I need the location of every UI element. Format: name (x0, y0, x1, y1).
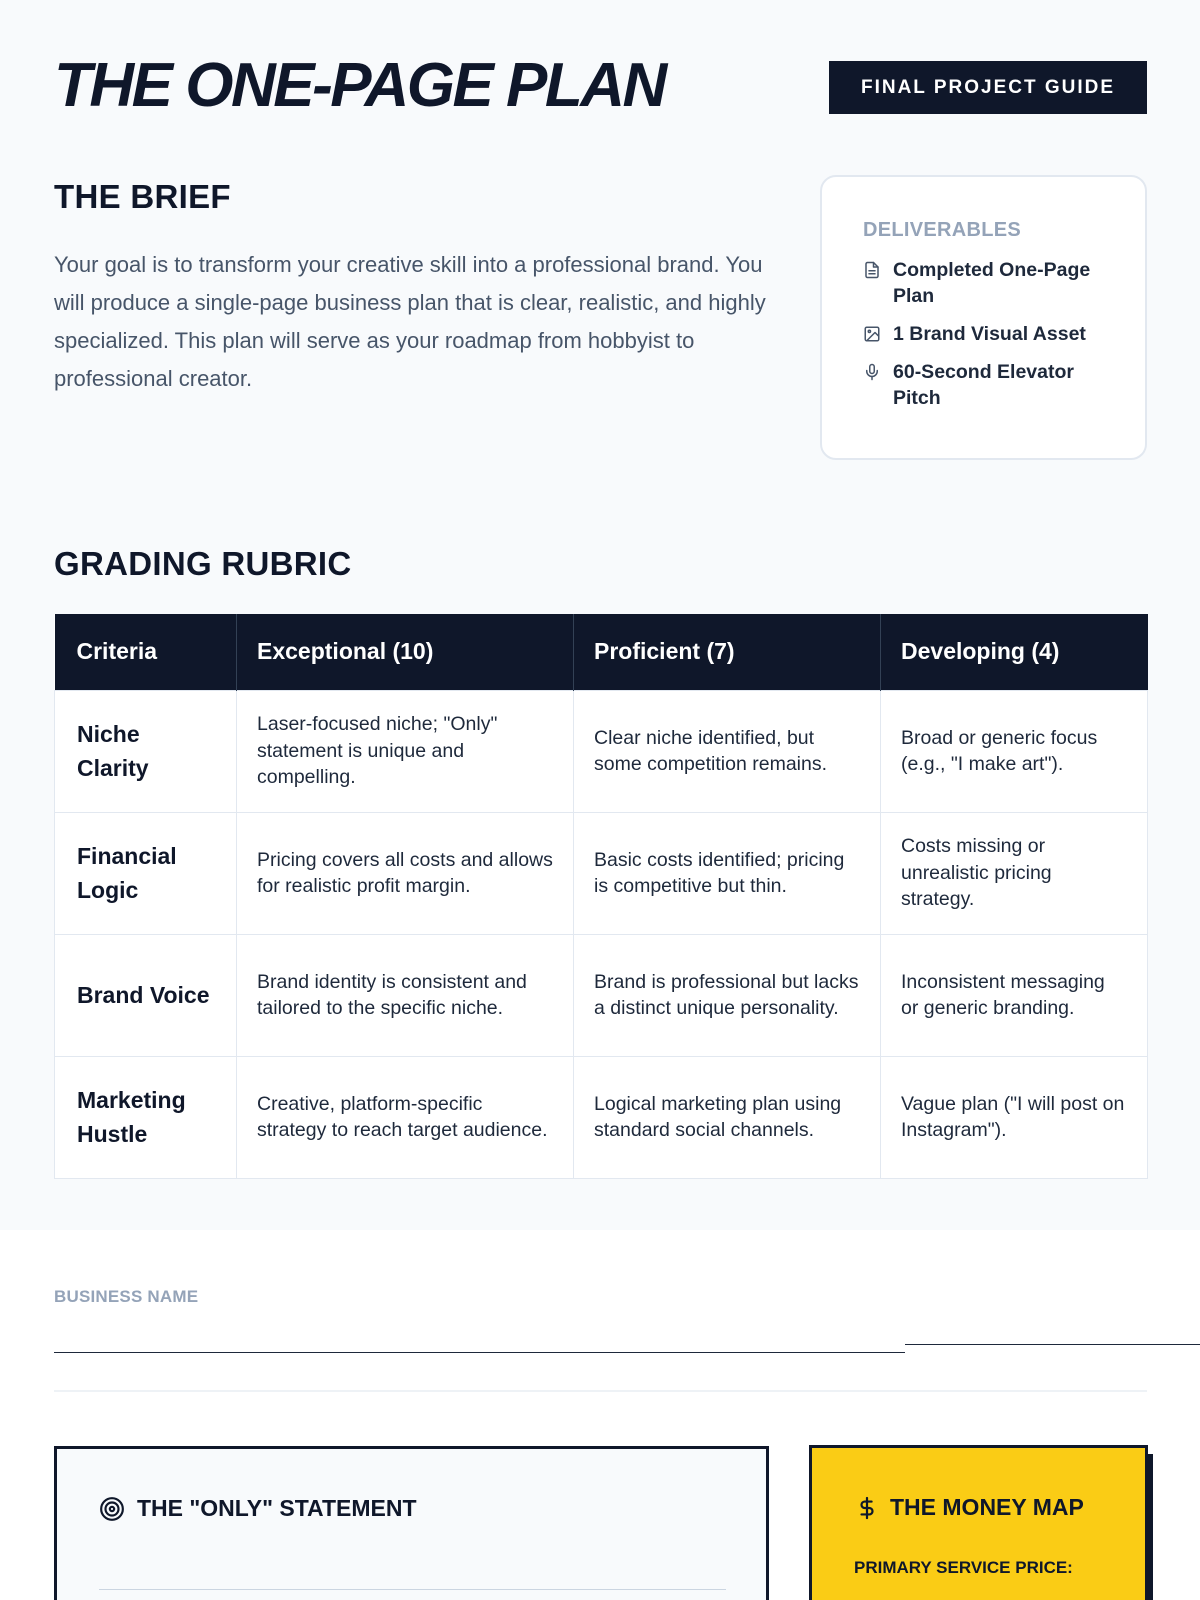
column-header: Developing (4) (881, 614, 1148, 690)
dollar-icon (856, 1495, 878, 1521)
deliverable-item (863, 257, 1115, 309)
brief-body: Your goal is to transform your creative skill into a professional brand. You will produce a single-page business plan that is clear, realistic, and highly specialized. This plan will serve as your roadmap from hobbyist to professional creator. (54, 252, 766, 391)
deliverable-label: 60-Second Elevator Pitch (893, 361, 1074, 409)
exceptional-cell: Laser-focused niche; "Only" statement is unique and compelling. (237, 690, 574, 812)
deliverables-heading: DELIVERABLES (863, 219, 1022, 241)
proficient-cell: Brand is professional but lacks a distinct unique personality. (574, 934, 881, 1056)
criteria-cell: Brand Voice (55, 934, 237, 1056)
deliverable-item (863, 359, 1115, 411)
document-icon (863, 261, 881, 279)
final-project-guide-badge: FINAL PROJECT GUIDE (829, 61, 1147, 114)
table-row (55, 812, 1148, 934)
developing-cell: Inconsistent messaging or generic branding. (881, 934, 1148, 1056)
column-header: Criteria (55, 614, 237, 690)
image-icon (863, 325, 881, 343)
rubric-heading: GRADING RUBRIC (54, 545, 352, 582)
money-map-title: THE MONEY MAP (890, 1494, 1084, 1520)
developing-cell: Vague plan ("I will post on Instagram"). (881, 1056, 1148, 1178)
table-row (55, 934, 1148, 1056)
column-header: Exceptional (10) (237, 614, 574, 690)
target-icon (99, 1496, 125, 1522)
exceptional-cell: Creative, platform-specific strategy to reach target audience. (237, 1056, 574, 1178)
deliverable-label: 1 Brand Visual Asset (893, 323, 1086, 345)
exceptional-cell: Brand identity is consistent and tailored to the specific niche. (237, 934, 574, 1056)
business-name-label: BUSINESS NAME (54, 1287, 199, 1306)
table-header-row (55, 614, 1148, 690)
developing-cell: Broad or generic focus (e.g., "I make art"). (881, 690, 1148, 812)
developing-cell: Costs missing or unrealistic pricing strategy. (881, 812, 1148, 934)
grading-rubric-table (54, 614, 1148, 1179)
business-name-field-extension[interactable] (905, 1344, 1200, 1345)
column-header: Proficient (7) (574, 614, 881, 690)
money-map-heading (856, 1494, 1084, 1521)
deliverables-card (820, 175, 1147, 460)
proficient-cell: Clear niche identified, but some competition remains. (574, 690, 881, 812)
exceptional-cell: Pricing covers all costs and allows for realistic profit margin. (237, 812, 574, 934)
table-row (55, 1056, 1148, 1178)
proficient-cell: Basic costs identified; pricing is competitive but thin. (574, 812, 881, 934)
criteria-cell: Financial Logic (55, 812, 237, 934)
only-statement-heading (99, 1495, 417, 1522)
section-divider (54, 1390, 1147, 1392)
criteria-cell: Marketing Hustle (55, 1056, 237, 1178)
proficient-cell: Logical marketing plan using standard social channels. (574, 1056, 881, 1178)
only-statement-write-line[interactable] (99, 1589, 726, 1590)
only-statement-title: THE "ONLY" STATEMENT (137, 1495, 417, 1521)
deliverable-label: Completed One-Page Plan (893, 259, 1091, 307)
business-name-field[interactable] (54, 1352, 905, 1353)
deliverable-item (863, 321, 1115, 347)
page-title: THE ONE-PAGE PLAN (54, 51, 665, 120)
brief-heading: THE BRIEF (54, 178, 231, 215)
criteria-cell: Niche Clarity (55, 690, 237, 812)
only-statement-card (54, 1446, 769, 1600)
money-map-card (809, 1445, 1148, 1600)
microphone-icon (863, 363, 881, 381)
primary-service-price-label: PRIMARY SERVICE PRICE: (854, 1558, 1073, 1577)
table-row (55, 690, 1148, 812)
